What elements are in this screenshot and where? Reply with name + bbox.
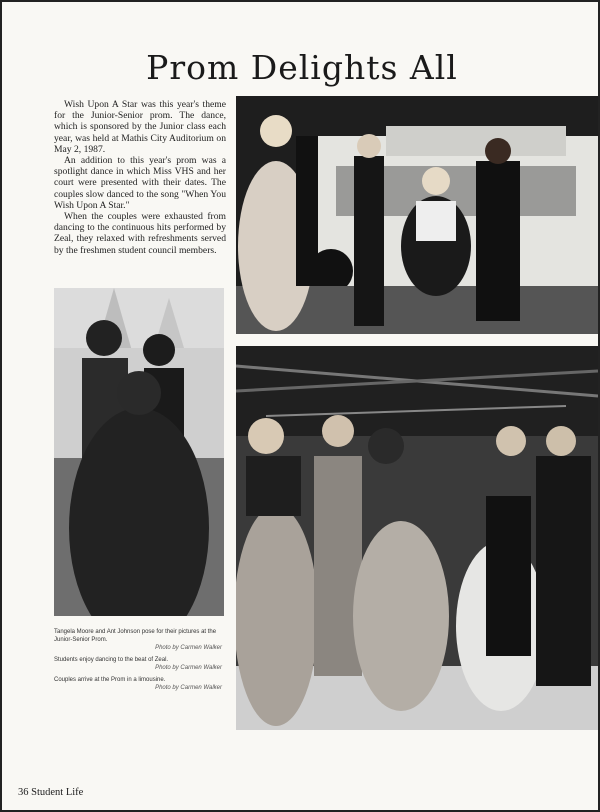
photo-credit: Photo by Carmen Walker: [155, 685, 222, 691]
caption-limousine: [54, 676, 222, 692]
page-footer: 36 Student Life: [18, 787, 84, 798]
caption-text: Couples arrive at the Prom in a limousine.: [54, 677, 166, 683]
photo-credit: Photo by Carmen Walker: [155, 665, 222, 671]
page-title: Prom Delights All: [146, 48, 458, 87]
article-body: [54, 99, 226, 256]
photo-dancing: [236, 346, 598, 730]
article-paragraph: When the couples were exhausted from dancing to the continuous hits performed by Zeal, they relaxed with refreshments served by the freshmen student council members.: [54, 211, 226, 256]
article-paragraph: Wish Upon A Star was this year's theme for the Junior-Senior prom. The dance, which is sponsored by the Junior class each year, was held at Mathis City Auditorium on May 2, 1987.: [54, 99, 226, 155]
photo-limousine: [236, 96, 598, 334]
photo-credit: Photo by Carmen Walker: [155, 645, 222, 651]
photo-couple-posing: [54, 288, 224, 616]
caption-text: Students enjoy dancing to the beat of Zeal.: [54, 657, 169, 663]
caption-dancing: [54, 656, 222, 672]
article-paragraph: An addition to this year's prom was a spotlight dance in which Miss VHS and her court were presented with their dates. The couples slow danced to the song "When You Wish Upon A Star.": [54, 155, 226, 211]
caption-couple: [54, 628, 222, 652]
caption-text: Tangela Moore and Ant Johnson pose for their pictures at the Junior-Senior Prom.: [54, 629, 217, 643]
